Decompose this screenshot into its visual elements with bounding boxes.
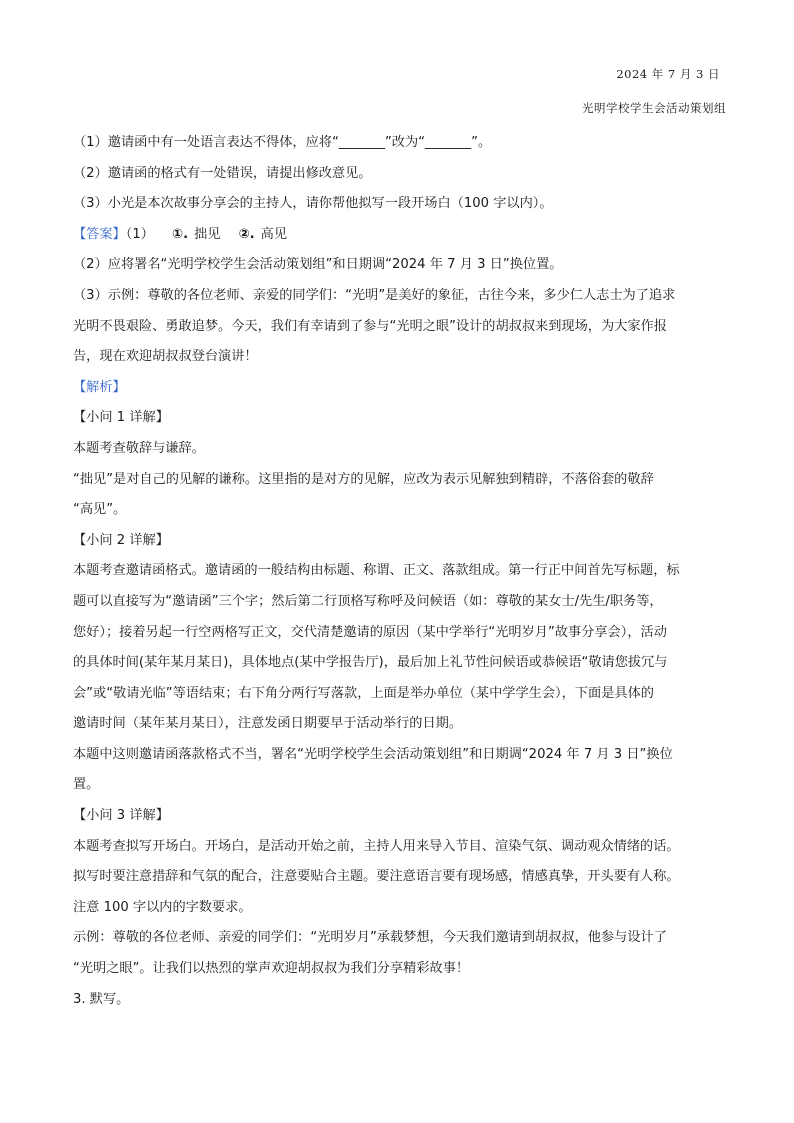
answer-q2: （2）应将署名“光明学校学生会活动策划组”和日期调“2024 年 7 月 3 日”换位置。 — [73, 257, 563, 273]
answer-q1-line — [73, 220, 723, 251]
answer-marker-2: ②. — [238, 226, 255, 242]
section-3-line: “光明之眼”。让我们以热烈的掌声欢迎胡叔叔为我们分享精彩故事！ — [73, 961, 470, 977]
next-question: 3. 默写。 — [73, 991, 130, 1007]
section-2-title: 【小问 2 详解】 — [73, 532, 169, 548]
answer-label: 【答案】 — [73, 226, 126, 242]
section-2-line: 会”或“敬请光临”等语结束；右下角分两行写落款，上面是举办单位（某中学学生会），下面是具体的 — [73, 685, 654, 701]
section-1-line: “高见”。 — [73, 502, 127, 518]
section-1-line: 本题考查敬辞与谦辞。 — [73, 440, 205, 456]
section-1-title: 【小问 1 详解】 — [73, 410, 169, 426]
answer-2-text: 高见 — [260, 226, 288, 242]
section-3-title: 【小问 3 详解】 — [73, 808, 169, 824]
section-2-line: 本题中这则邀请函落款格式不当，署名“光明学校学生会活动策划组”和日期调“2024 年 7 月 3 日”换位 — [73, 746, 673, 762]
section-2-line: 邀请时间（某年某月某日），注意发函日期要早于活动举行的日期。 — [73, 716, 463, 732]
answer-q3-line: 光明不畏艰险、勇敢追梦。今天，我们有幸请到了参与“光明之眼”设计的胡叔叔来到现场，为大家作报 — [73, 318, 667, 334]
question-3: （3）小光是本次故事分享会的主持人，请你帮他拟写一段开场白（100 字以内）。 — [73, 196, 553, 212]
section-2-line: 本题考查邀请函格式。邀请函的一般结构由标题、称谓、正文、落款组成。第一行正中间首先写标题，标 — [73, 563, 680, 579]
section-2-line: 您好）；接着另起一行空两格写正文，交代清楚邀请的原因（某中学举行“光明岁月”故事分享会），活动 — [73, 624, 667, 640]
analysis-label: 【解析】 — [73, 379, 126, 395]
answer-q3-line: 告，现在欢迎胡叔叔登台演讲！ — [73, 349, 258, 365]
answer-1-text: 拙见 — [194, 226, 221, 242]
section-3-line: 注意 100 字以内的字数要求。 — [73, 899, 252, 915]
section-2-line: 的具体时间(某年某月某日)，具体地点(某中学报告厅)，最后加上礼节性问候语或恭候语“敬请您拔冗与 — [73, 655, 668, 671]
answer-q1-prefix: （1） — [125, 226, 154, 242]
question-2: （2）邀请函的格式有一处错误，请提出修改意见。 — [73, 165, 372, 181]
document-body — [73, 128, 723, 1015]
question-1: （1）邀请函中有一处语言表达不得体，应将“_______”改为“_______”。 — [73, 135, 492, 150]
answer-marker-1: ①. — [171, 226, 189, 242]
letter-signature: 光明学校学生会活动策划组 — [582, 101, 726, 115]
section-3-line: 示例：尊敬的各位老师、亲爱的同学们：“光明岁月”承载梦想，今天我们邀请到胡叔叔，他参与设计了 — [73, 930, 667, 946]
answer-q3-line: （3）示例：尊敬的各位老师、亲爱的同学们：“光明”是美好的象征，古往今来，多少仁人志士为了追求 — [73, 287, 676, 303]
section-3-line: 本题考查拟写开场白。开场白，是活动开始之前，主持人用来导入节目、渲染气氛、调动观众情绪的话。 — [73, 838, 680, 854]
section-2-line: 题可以直接写为“邀请函”三个字；然后第二行顶格写称呼及问候语（如：尊敬的某女士/先生/职务等， — [73, 593, 663, 609]
letter-date: 2024 年 7 月 3 日 — [616, 67, 720, 81]
section-2-line: 置。 — [73, 777, 100, 793]
section-3-line: 拟写时要注意措辞和气氛的配合，注意要贴合主题。要注意语言要有现场感，情感真挚，开头要有人称。 — [73, 869, 680, 885]
section-1-line: “拙见”是对自己的见解的谦称。这里指的是对方的见解，应改为表示见解独到精辟，不落俗套的敬辞 — [73, 471, 654, 487]
